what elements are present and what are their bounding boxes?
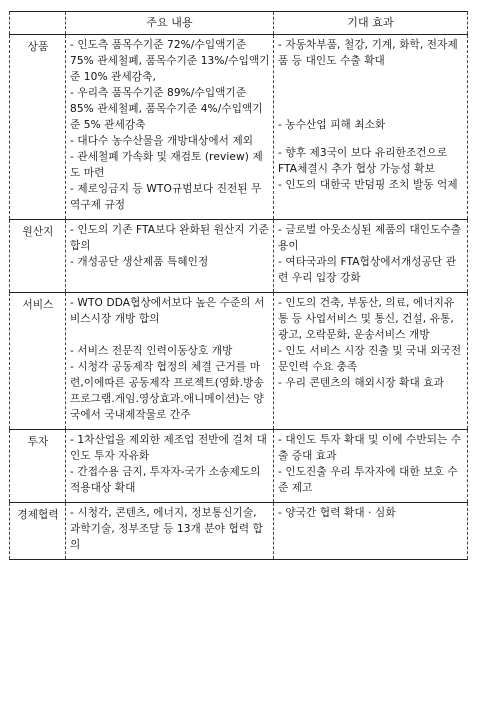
header-expected-effect: 기대 효과 [274,12,468,35]
main-item: - 인도측 품목수기준 72%/수입액기준 75% 관세철폐, 품목수기준 13%/수입액기준 10% 관세감축, [70,39,270,83]
main-item: - 제로잉금지 등 WTO규범보다 진전된 무역구제 규정 [70,183,262,211]
category-services: 서비스 [10,293,66,430]
main-item: - 대다수 농수산물을 개방대상에서 제외 [70,135,254,147]
effect-item: - 인도 서비스 시장 진출 및 국내 외국전문인력 수요 충족 [278,345,462,373]
effect-item: - 농수산업 피해 최소화 [278,119,386,131]
effect-item: - 대인도 투자 확대 및 이에 수반되는 수출 증대 효과 [278,434,462,462]
row-services [10,293,468,430]
effect-investment [274,430,468,503]
category-origin: 원산지 [10,220,66,293]
row-goods [10,35,468,220]
header-row [10,12,468,35]
effect-item: - 여타국과의 FTA협상에서개성공단 관련 우리 입장 강화 [278,256,457,284]
main-services [66,293,274,430]
main-item: - WTO DDA협상에서보다 높은 수준의 서비스시장 개방 합의 [70,297,265,325]
main-item: - 관세철폐 가속화 및 재검토 (review) 제도 마련 [70,151,263,179]
effect-services [274,293,468,430]
main-item: - 시청각, 콘텐츠, 에너지, 정보통신기술, 과학기술, 정부조달 등 13개 분야 협력 합의 [70,507,263,551]
main-item: - 우리측 품목수기준 89%/수입액기준 85% 관세철폐, 품목수기준 4%/수입액기준 5% 관세감축 [70,87,263,131]
category-goods: 상품 [10,35,66,220]
header-main-content: 주요 내용 [66,12,274,35]
effect-item: - 향후 제3국이 보다 유리한조건으로 FTA체결시 추가 협상 가능성 확보 [278,147,448,175]
main-goods [66,35,274,220]
effect-item: - 우리 콘텐츠의 해외시장 확대 효과 [278,377,444,389]
category-investment: 투자 [10,430,66,503]
effect-item: - 자동차부품, 철강, 기계, 화학, 전자제품 등 대인도 수출 확대 [278,39,458,67]
row-investment [10,430,468,503]
main-item: - 서비스 전문직 인력이동상호 개방 [70,345,233,357]
effect-origin [274,220,468,293]
effect-item: - 인도의 건축, 부동산, 의료, 에너지유통 등 사업서비스 및 통신, 건설, 유통, 광고, 오락문화, 운송서비스 개방 [278,297,455,341]
main-item: - 간접수용 금지, 투자자-국가 소송제도의 적용대상 확대 [70,466,261,494]
effect-economic-cooperation [274,503,468,560]
main-item: - 1차산업을 제외한 제조업 전반에 걸쳐 대인도 투자 자유화 [70,434,267,462]
effect-item: - 글로벌 아웃소싱된 제품의 대인도수출 용이 [278,224,462,252]
row-origin [10,220,468,293]
category-economic-cooperation: 경제협력 [10,503,66,560]
main-item: - 인도의 기존 FTA보다 완화된 원산지 기준 합의 [70,224,269,252]
main-economic-cooperation [66,503,274,560]
effect-goods [274,35,468,220]
effect-item: - 양국간 협력 확대 · 심화 [278,507,396,519]
main-item: - 시청각 공동제작 협정의 체결 근거를 마련,이에따른 공동제작 프로젝트(영화.방송프로그램.게임.영상효과.애니메이션)는 양국에서 국내제작물로 간주 [70,361,264,421]
effect-item: - 인도의 대한국 반덤핑 조치 발동 억제 [278,179,458,191]
main-investment [66,430,274,503]
row-economic-cooperation [10,503,468,560]
main-item: - 개성공단 생산제품 특혜인정 [70,256,209,268]
main-origin [66,220,274,293]
effect-item: - 인도진출 우리 투자자에 대한 보호 수준 제고 [278,466,458,494]
header-category [10,12,66,35]
comparison-table [9,11,468,560]
